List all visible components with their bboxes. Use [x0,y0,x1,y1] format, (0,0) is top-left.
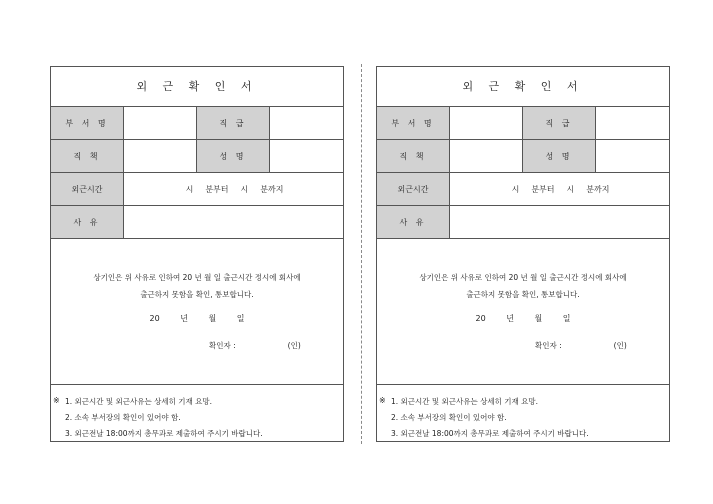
form-title: 외 근 확 인 서 [377,67,669,107]
confirmer-label: 확인자 : [535,341,562,350]
date-line [377,313,669,324]
confirmer-line [209,340,301,351]
reason-row [377,206,669,239]
seal-label: (인) [613,341,627,350]
outing-confirmation-form-left [50,66,344,442]
note-item: 3. 외근전날 18:00까지 총무과로 제출하여 주시기 바랍니다. [391,429,589,438]
position-name-row [51,140,343,173]
statement-section [377,239,669,385]
reason-row [51,206,343,239]
date-line [51,313,343,324]
note-item: 1. 외근시간 및 외근사유는 상세히 기재 요망. [391,397,539,406]
outing-time-row [51,173,343,206]
time-hour-from: 시 [185,184,194,194]
reason-field[interactable] [124,206,345,238]
reason-label: 사 유 [377,206,450,238]
dept-rank-row [377,107,669,140]
name-field[interactable] [270,140,345,172]
outing-confirmation-form-right [376,66,670,442]
seal-label: (인) [287,341,301,350]
date-year-unit: 년 [180,314,188,323]
statement-line-2: 출근하지 못함을 확인, 통보합니다. [466,290,580,299]
reason-field[interactable] [450,206,671,238]
name-label: 성 명 [523,140,596,172]
note-item: 2. 소속 부서장의 확인이 있어야 함. [65,413,181,422]
outing-time-row [377,173,669,206]
time-hour-from: 시 [511,184,520,194]
statement-line-1: 상기인은 위 사유로 인하여 20 년 월 일 출근시간 정시에 회사에 [93,273,301,282]
note-mark: ※ [53,396,60,405]
rank-label: 직 급 [197,107,270,139]
name-field[interactable] [596,140,671,172]
dept-label: 부 서 명 [377,107,450,139]
rank-field[interactable] [596,107,671,139]
note-item: 1. 외근시간 및 외근사유는 상세히 기재 요망. [65,397,213,406]
date-year: 20 [149,314,160,323]
dept-field[interactable] [124,107,197,139]
date-day-unit: 일 [562,314,571,323]
name-label: 성 명 [197,140,270,172]
outing-time-field[interactable] [450,173,671,205]
note-item: 2. 소속 부서장의 확인이 있어야 함. [391,413,507,422]
time-minute-from: 분부터 [205,184,229,194]
dept-label: 부 서 명 [51,107,124,139]
position-label: 직 책 [51,140,124,172]
note-item: 3. 외근전날 18:00까지 총무과로 제출하여 주시기 바랍니다. [65,429,263,438]
time-hour-to: 시 [240,184,249,194]
date-year: 20 [475,314,486,323]
cut-line [361,64,362,444]
statement-text [51,269,343,303]
statement-line-1: 상기인은 위 사유로 인하여 20 년 월 일 출근시간 정시에 회사에 [419,273,627,282]
date-month-unit: 월 [534,314,543,323]
confirmer-label: 확인자 : [209,341,236,350]
position-field[interactable] [124,140,197,172]
note-mark: ※ [379,396,386,405]
dept-rank-row [51,107,343,140]
time-minute-to: 분까지 [586,184,610,194]
notes-section [51,385,343,443]
rank-label: 직 급 [523,107,596,139]
position-name-row [377,140,669,173]
date-month-unit: 월 [208,314,217,323]
dept-field[interactable] [450,107,523,139]
reason-label: 사 유 [51,206,124,238]
statement-text [377,269,669,303]
time-hour-to: 시 [566,184,575,194]
statement-section [51,239,343,385]
rank-field[interactable] [270,107,345,139]
time-minute-from: 분부터 [531,184,555,194]
position-label: 직 책 [377,140,450,172]
date-day-unit: 일 [236,314,245,323]
notes-section [377,385,669,443]
date-year-unit: 년 [506,314,514,323]
outing-time-label: 외근시간 [377,173,450,205]
time-minute-to: 분까지 [260,184,284,194]
form-title: 외 근 확 인 서 [51,67,343,107]
confirmer-line [535,340,627,351]
outing-time-field[interactable] [124,173,345,205]
statement-line-2: 출근하지 못함을 확인, 통보합니다. [140,290,254,299]
position-field[interactable] [450,140,523,172]
outing-time-label: 외근시간 [51,173,124,205]
